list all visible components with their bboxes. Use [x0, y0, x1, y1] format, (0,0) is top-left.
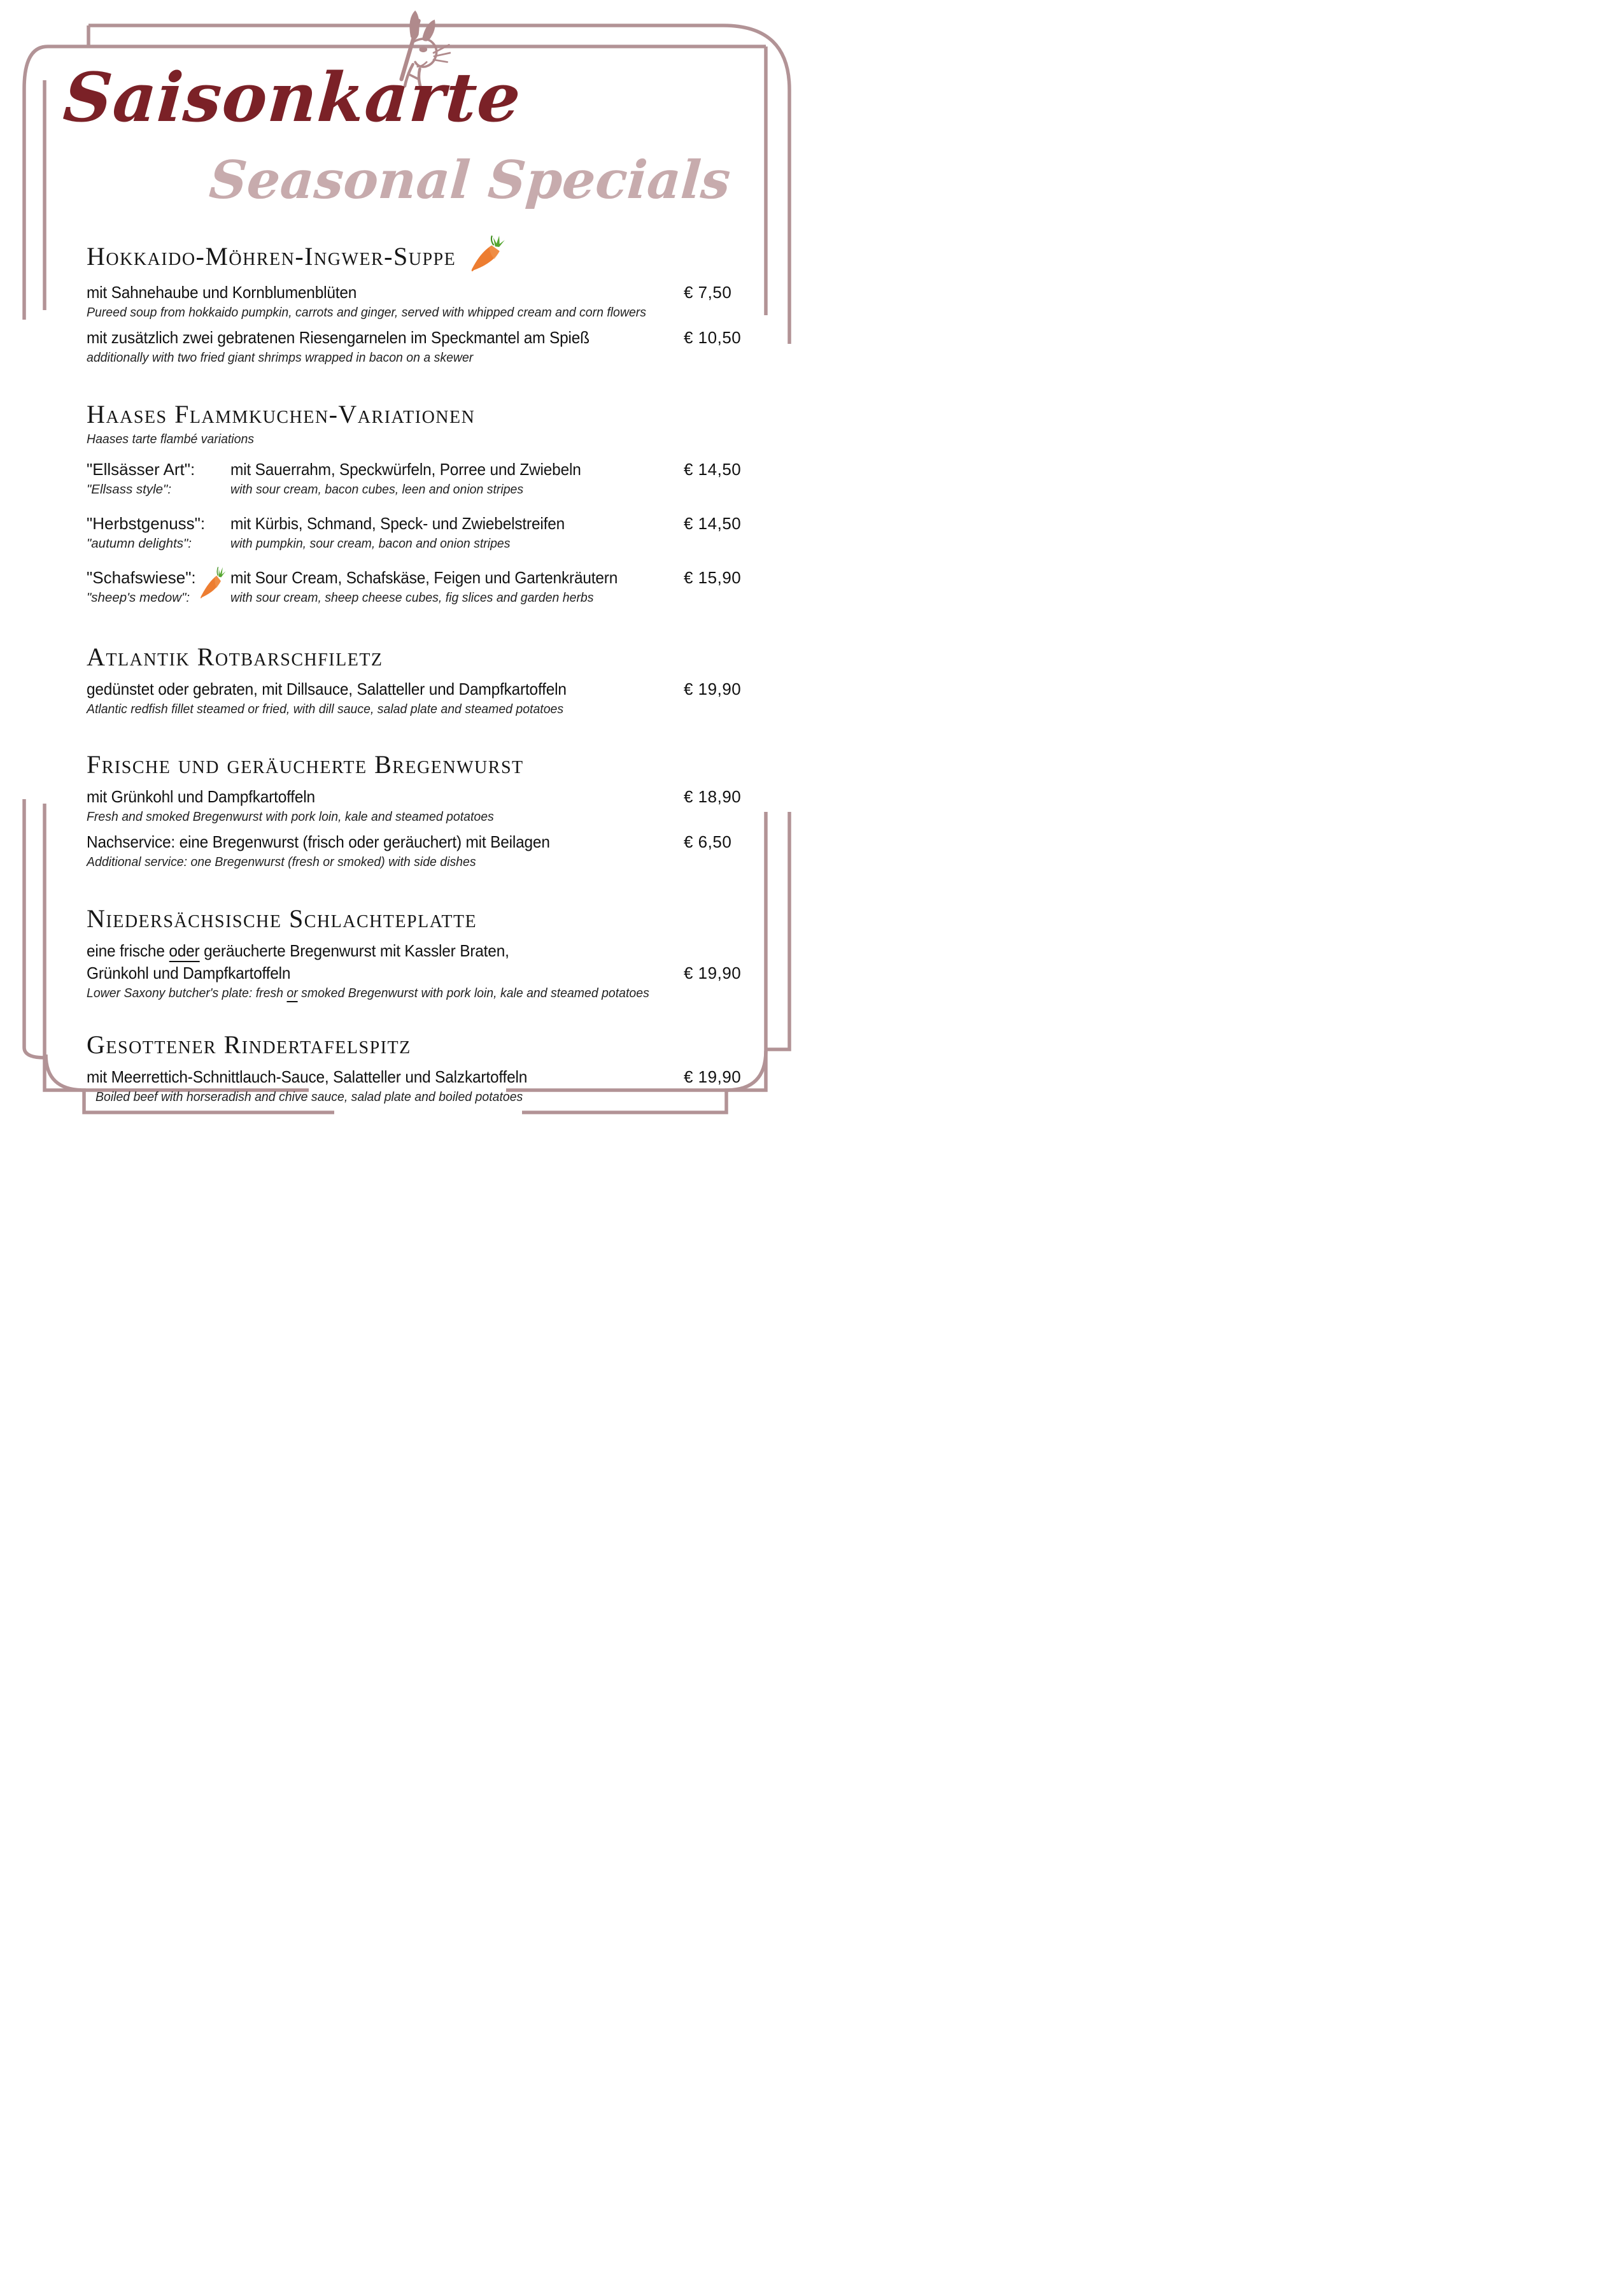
price: € 7,50 — [684, 283, 732, 302]
dish-line-german — [87, 1066, 742, 1088]
section-flammkuchen — [87, 400, 742, 607]
dish-line-german — [87, 962, 742, 984]
dish-text-german: Grünkohl und Dampfkartoffeln — [87, 963, 291, 983]
dish-line-english — [87, 1088, 738, 1106]
dish-line-german — [87, 327, 742, 349]
section-heading-text: Atlantik Rotbarschfiletz — [87, 643, 383, 671]
section-subtitle-text: Haases tarte flambé variations — [87, 432, 255, 446]
variant-label-german: "Schafswiese": — [87, 568, 196, 587]
underlined-word: oder — [169, 941, 199, 962]
menu-row — [87, 567, 742, 607]
page-title-english: Seasonal Specials — [207, 150, 733, 211]
dish-line-english — [87, 481, 738, 499]
dish-line-english — [87, 535, 738, 553]
variant-label-english: "Ellsass style": — [87, 482, 172, 497]
menu-row — [87, 281, 738, 322]
dish-line-english — [87, 700, 738, 718]
price: € 14,50 — [684, 514, 742, 533]
dish-text-english: with pumpkin, sour cream, bacon and onion stripes — [230, 536, 511, 551]
dish-text-english: Additional service: one Bregenwurst (fresh or smoked) with side dishes — [87, 855, 476, 869]
menu-row — [87, 1066, 742, 1106]
variant-label-english: "sheep's medow": — [87, 590, 190, 605]
carrot-icon — [470, 232, 507, 277]
section-heading-text: Frische und geräucherte Bregenwurst — [87, 750, 524, 779]
dish-text-english: Pureed soup from hokkaido pumpkin, carrots and ginger, served with whipped cream and corn flowers — [87, 305, 647, 320]
section-heading — [87, 400, 738, 429]
section-rindertafelspitz — [87, 1030, 742, 1106]
menu-row — [87, 940, 742, 1002]
dish-text-german: Nachservice: eine Bregenwurst (frisch oder geräuchert) mit Beilagen — [87, 832, 550, 851]
dish-line-english — [87, 589, 738, 607]
price: € 6,50 — [684, 832, 732, 851]
price: € 10,50 — [684, 328, 742, 347]
dish-line-german — [87, 513, 742, 535]
dish-line-english — [87, 853, 738, 871]
dish-text-english: Fresh and smoked Bregenwurst with pork loin, kale and steamed potatoes — [87, 809, 494, 824]
section-heading-text: Hokkaido-Möhren-Ingwer-Suppe — [87, 242, 456, 271]
text-fragment: Lower Saxony butcher's plate: fresh — [87, 986, 287, 1000]
menu-row — [87, 786, 742, 826]
price: € 15,90 — [684, 568, 742, 587]
price: € 14,50 — [684, 460, 742, 479]
section-schlachteplatte — [87, 904, 742, 1002]
dish-line-english — [87, 349, 738, 367]
dish-line-german — [87, 281, 738, 304]
dish-line-english — [87, 808, 738, 826]
dish-line-english — [87, 984, 738, 1002]
section-heading — [87, 750, 738, 779]
section-bregenwurst — [87, 750, 742, 871]
dish-text-english — [87, 984, 649, 1002]
dish-text-english: with sour cream, bacon cubes, leen and onion stripes — [230, 482, 524, 497]
menu-row — [87, 458, 742, 499]
section-heading — [87, 643, 738, 672]
dish-line-german — [87, 458, 742, 481]
menu-row — [87, 831, 738, 871]
price: € 19,90 — [684, 1067, 742, 1086]
dish-text-german: mit zusätzlich zwei gebratenen Riesengarnelen im Speckmantel am Spieß — [87, 328, 590, 347]
section-heading-text: Haases Flammkuchen-Variationen — [87, 400, 476, 429]
price: € 19,90 — [684, 679, 742, 699]
dish-text-english: additionally with two fried giant shrimps wrapped in bacon on a skewer — [87, 350, 474, 365]
variant-label-german: "Herbstgenuss": — [87, 514, 206, 533]
dish-text-german: mit Grünkohl und Dampfkartoffeln — [87, 787, 315, 806]
page-title-german: Saisonkarte — [60, 57, 524, 137]
dish-text-english: with sour cream, sheep cheese cubes, fig slices and garden herbs — [230, 590, 594, 605]
dish-text-german: mit Kürbis, Schmand, Speck- und Zwiebelstreifen — [230, 514, 565, 533]
dish-line-german — [87, 940, 738, 962]
text-fragment: geräucherte Bregenwurst mit Kassler Braten, — [199, 941, 509, 960]
dish-text-english: Boiled beef with horseradish and chive sauce, salad plate and boiled potatoes — [95, 1090, 523, 1104]
dish-text-german: mit Sauerrahm, Speckwürfeln, Porree und Zwiebeln — [230, 460, 581, 479]
section-heading — [87, 904, 738, 934]
dish-text-german: mit Meerrettich-Schnittlauch-Sauce, Salatteller und Salzkartoffeln — [87, 1067, 528, 1086]
dish-line-german — [87, 786, 742, 808]
dish-text-german: mit Sahnehaube und Kornblumenblüten — [87, 283, 357, 302]
dish-text-german — [87, 940, 509, 962]
text-fragment: smoked Bregenwurst with pork loin, kale and steamed potatoes — [297, 986, 649, 1000]
section-rotbarschfiletz — [87, 643, 742, 718]
dish-text-german: mit Sour Cream, Schafskäse, Feigen und Gartenkräutern — [230, 568, 618, 587]
variant-label-english: "autumn delights": — [87, 536, 192, 551]
menu-row — [87, 513, 742, 553]
underlined-word: or — [286, 986, 297, 1002]
section-heading-text: Gesottener Rindertafelspitz — [87, 1030, 411, 1059]
text-fragment: eine frische — [87, 941, 169, 960]
dish-text-english: Atlantic redfish fillet steamed or fried, with dill sauce, salad plate and steamed potatoes — [87, 702, 564, 716]
section-heading-text: Niedersächsische Schlachteplatte — [87, 904, 477, 933]
dish-line-german — [87, 831, 738, 853]
dish-line-english — [87, 304, 738, 322]
section-hokkaido-suppe — [87, 234, 742, 367]
section-heading — [87, 1030, 738, 1060]
section-heading — [87, 234, 738, 275]
price: € 19,90 — [684, 963, 742, 983]
menu-row — [87, 327, 742, 367]
dish-line-german — [87, 678, 742, 700]
menu-page — [0, 0, 812, 1139]
price: € 18,90 — [684, 787, 742, 806]
variant-label-german: "Ellsässer Art": — [87, 460, 195, 479]
dish-line-german — [87, 567, 742, 589]
dish-text-german: gedünstet oder gebraten, mit Dillsauce, Salatteller und Dampfkartoffeln — [87, 679, 567, 699]
section-subtitle — [87, 430, 738, 448]
menu-row — [87, 678, 742, 718]
